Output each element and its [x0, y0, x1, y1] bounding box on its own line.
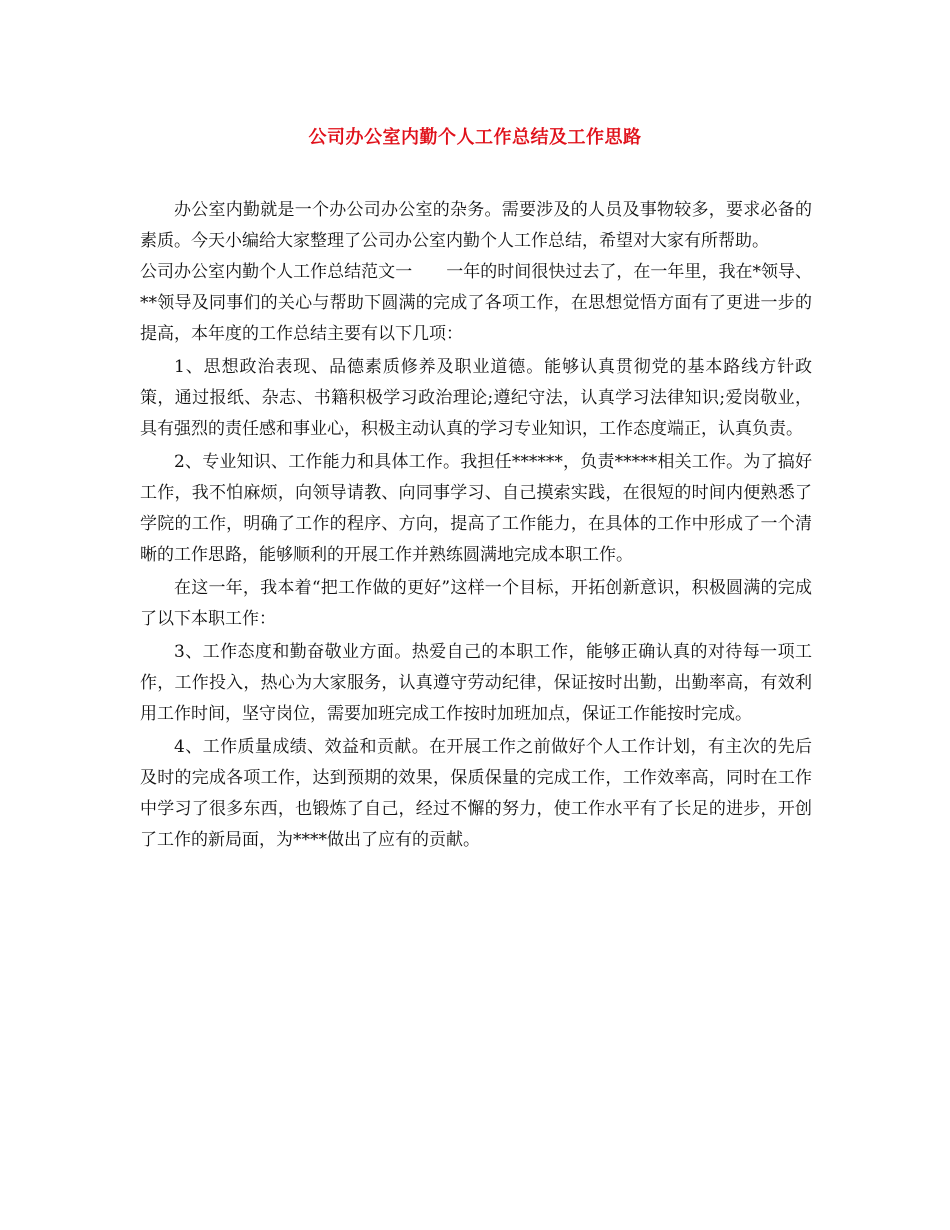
sample-paragraph — [140, 257, 812, 350]
item-4-paragraph: 4、工作质量成绩、效益和贡献。在开展工作之前做好个人工作计划，有主次的先后及时的完成各项工作，达到预期的效果，保质保量的完成工作，工作效率高，同时在工作中学习了很多东西，也锻炼了自己，经过不懈的努力，使工作水平有了长足的进步，开创了工作的新局面，为****做出了应有的贡献。 — [140, 737, 812, 850]
sample-heading: 公司办公室内勤个人工作总结范文一 — [140, 262, 413, 282]
item-2-paragraph: 2、专业知识、工作能力和具体工作。我担任******，负责*****相关工作。为了搞好工作，我不怕麻烦，向领导请教、向同事学习、自己摸索实践，在很短的时间内便熟悉了学院的工作，明确了工作的程序、方向，提高了工作能力，在具体的工作中形成了一个清晰的工作思路，能够顺利的开展工作并熟练圆满地完成本职工作。 — [140, 452, 812, 565]
intro-paragraph: 办公室内勤就是一个办公司办公室的杂务。需要涉及的人员及事物较多，要求必备的素质。今天小编给大家整理了公司办公室内勤个人工作总结，希望对大家有所帮助。 — [140, 200, 812, 251]
item-3-paragraph: 3、工作态度和勤奋敬业方面。热爱自己的本职工作，能够正确认真的对待每一项工作，工作投入，热心为大家服务，认真遵守劳动纪律，保证按时出勤，出勤率高，有效利用工作时间，坚守岗位，需要加班完成工作按时加班加点，保证工作能按时完成。 — [140, 642, 812, 724]
sample-opening: 一年的时间很快过去了，在一年里，我在*领导、**领导及同事们的关心与帮助下圆满的完成了各项工作，在思想觉悟方面有了更进一步的提高，本年度的工作总结主要有以下几项： — [140, 262, 813, 344]
document-title: 公司办公室内勤个人工作总结及工作思路 — [308, 127, 642, 148]
item-1-paragraph: 1、思想政治表现、品德素质修养及职业道德。能够认真贯彻党的基本路线方针政策，通过报纸、杂志、书籍积极学习政治理论;遵纪守法，认真学习法律知识;爱岗敬业，具有强烈的责任感和事业心，积极主动认真的学习专业知识，工作态度端正，认真负责。 — [140, 357, 812, 439]
transition-paragraph: 在这一年，我本着“把工作做的更好”这样一个目标，开拓创新意识，积极圆满的完成了以下本职工作： — [140, 578, 812, 629]
document-body — [140, 195, 812, 856]
